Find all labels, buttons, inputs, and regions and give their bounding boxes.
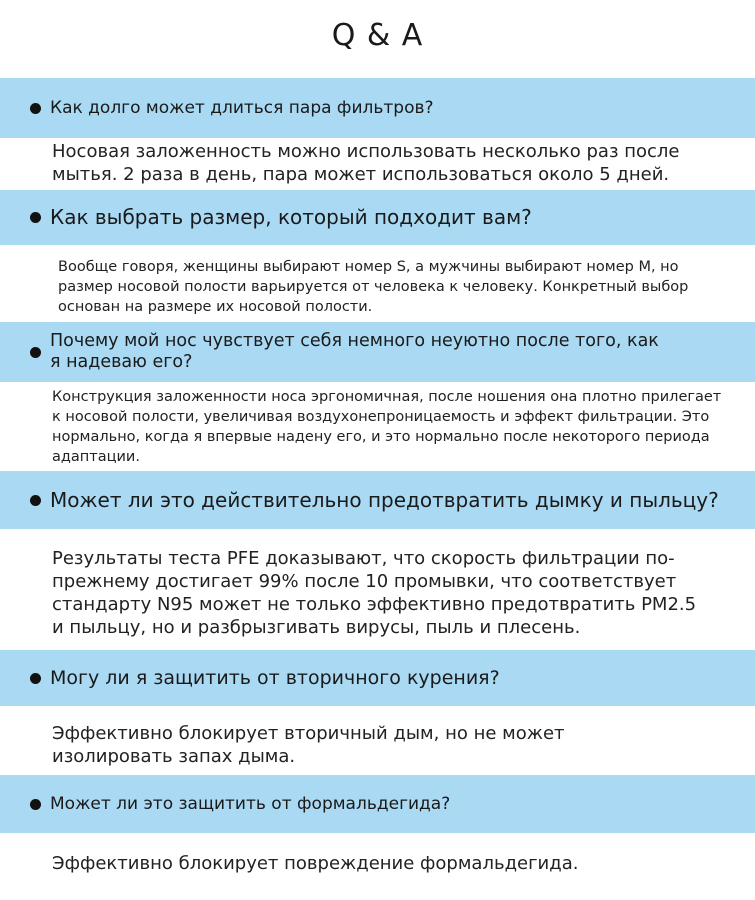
question-bar-haze-pollen xyxy=(0,471,755,529)
bullet-icon xyxy=(30,495,41,506)
page-title: Q & A xyxy=(331,18,424,53)
answer-text: Вообще говоря, женщины выбирают номер S, а мужчины выбирают номер M, но размер носовой полости варьируется от человека к человеку. Конкретный выбор основан на размере их носовой полости. xyxy=(58,259,689,315)
answer-text: Конструкция заложенности носа эргономичная, после ношения она плотно прилегает к носовой полости, увеличивая воздухонепроницаемость и эффект фильтрации. Это нормально, когда я впервые надену его, и это нормально после некоторого периода адаптации. xyxy=(52,389,722,465)
question-text: Как долго может длиться пара фильтров? xyxy=(50,97,434,118)
bullet-icon xyxy=(30,673,41,684)
answer-text: Носовая заложенность можно использовать несколько раз после мытья. 2 раза в день, пара может использоваться около 5 дней. xyxy=(52,141,680,185)
bullet-icon xyxy=(30,799,41,810)
answer-text: Эффективно блокирует вторичный дым, но не может изолировать запах дыма. xyxy=(52,723,565,767)
bullet-icon xyxy=(30,347,41,358)
question-bar-formaldehyde xyxy=(0,775,755,833)
bullet-icon xyxy=(30,103,41,114)
question-text: Может ли это действительно предотвратить дымку и пыльцу? xyxy=(50,487,719,512)
bullet-icon xyxy=(30,212,41,223)
answer-text: Результаты теста PFE доказывают, что скорость фильтрации по-прежнему достигает 99% после 10 промывки, что соответствует стандарту N95 может не только эффективно предотвратить PM2.5 и пыльцу, но и разбрызгивать вирусы, пыль и плесень. xyxy=(52,548,697,638)
question-bar-filter-lifetime xyxy=(0,78,755,138)
question-text: Могу ли я защитить от вторичного курения? xyxy=(50,666,500,689)
question-bar-size xyxy=(0,190,755,245)
question-text: Может ли это защитить от формальдегида? xyxy=(50,793,451,814)
question-text: Как выбрать размер, который подходит вам? xyxy=(50,205,532,229)
question-text: Почему мой нос чувствует себя немного неуютно после того, как я надеваю его? xyxy=(50,331,659,372)
question-bar-discomfort xyxy=(0,322,755,382)
answer-text: Эффективно блокирует повреждение формальдегида. xyxy=(52,853,579,874)
question-bar-secondhand-smoke xyxy=(0,650,755,706)
